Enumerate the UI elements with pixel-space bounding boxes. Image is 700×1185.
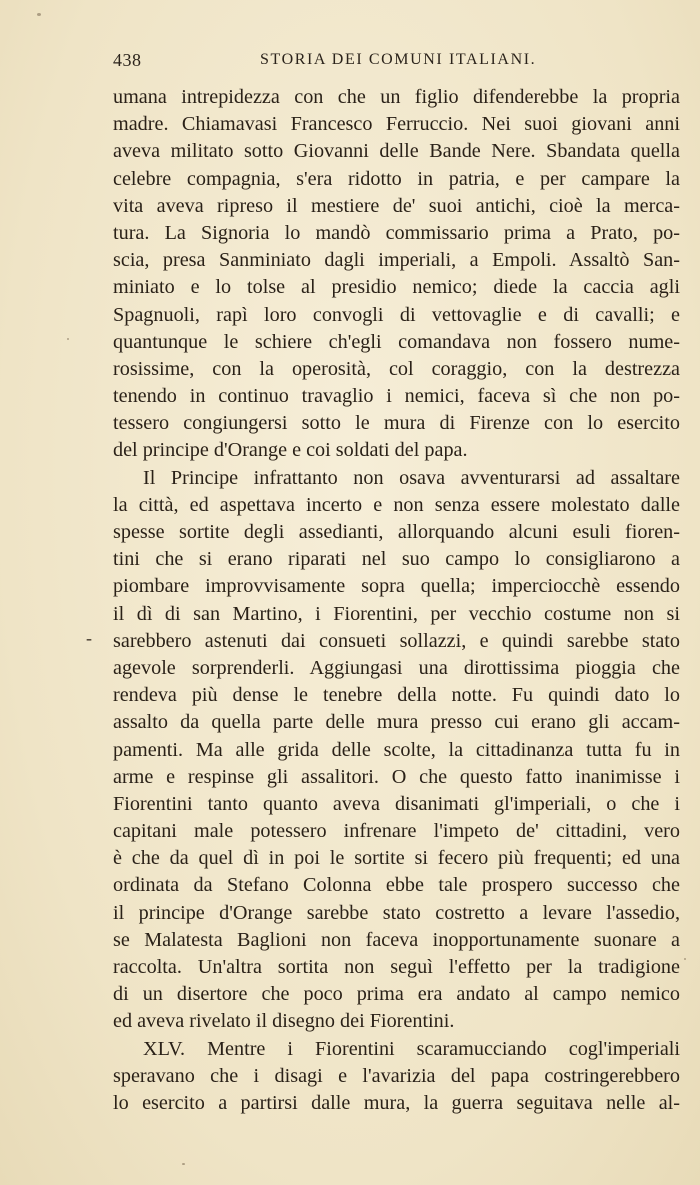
text-line: tessero congiungersi sotto le mura di Firenze con lo esercito	[113, 412, 680, 435]
paper-speck	[684, 958, 686, 960]
running-title: STORIA DEI COMUNI ITALIANI.	[260, 51, 537, 68]
margin-mark: -	[86, 628, 92, 648]
paper-speck	[182, 1163, 185, 1165]
text-line: tini che si erano riparati nel suo campo lo consigliarono a	[113, 548, 680, 571]
text-line: ed aveva rivelato il disegno dei Fiorentini.	[113, 1010, 455, 1033]
paragraph	[113, 1036, 680, 1118]
text-line: capitani male potessero infrenare l'impeto de' cittadini, vero	[113, 820, 680, 843]
text-line: tura. La Signoria lo mandò commissario prima a Prato, po-	[113, 221, 680, 244]
page-header	[113, 50, 680, 76]
text-line: Spagnuoli, rapì loro convogli di vettovaglie e di cavalli; e	[113, 303, 680, 326]
text-line: rosissime, con la operosità, col coraggio, con la destrezza	[113, 357, 680, 380]
text-line: raccolta. Un'altra sortita non seguì l'effetto per la tradigione	[113, 956, 680, 978]
paragraph	[113, 465, 680, 1036]
text-line: quantunque le schiere ch'egli comandava non fossero nume-	[113, 330, 680, 353]
text-line: madre. Chiamavasi Francesco Ferruccio. Nei suoi giovani anni	[113, 113, 680, 136]
text-line: celebre compagnia, s'era ridotto in patria, e per campare la	[113, 167, 680, 190]
text-line: se Malatesta Baglioni non faceva inopportunamente suonare a	[113, 928, 680, 951]
paper-speck	[37, 13, 41, 16]
text-line: di un disertore che poco prima era andato al campo nemico	[113, 983, 680, 1006]
text-line: spesse sortite degli assedianti, allorquando alcuni esuli fioren-	[113, 521, 680, 543]
text-line: pamenti. Ma alle grida delle scolte, la cittadinanza tutta fu in	[113, 738, 680, 761]
paragraph	[113, 84, 680, 465]
text-line: piombare improvvisamente sopra quella; imperciocchè essendo	[113, 575, 680, 598]
text-line: tenendo in continuo travaglio i nemici, faceva sì che non po-	[113, 385, 680, 408]
text-line: scia, presa Sanminiato dagli imperiali, a Empoli. Assaltò San-	[113, 249, 680, 272]
paper-speck	[67, 338, 69, 340]
body-text	[113, 84, 680, 1117]
text-line: miniato e lo tolse al presidio nemico; diede la caccia agli	[113, 276, 680, 299]
text-line: lo esercito a partirsi dalle mura, la guerra seguitava nelle al-	[113, 1091, 680, 1114]
text-line: arme e respinse gli assalitori. O che questo fatto inanimisse i	[113, 765, 680, 788]
text-line: il dì di san Martino, i Fiorentini, per vecchio costume non si	[113, 602, 680, 625]
text-line: assalto da quella parte delle mura presso cui erano gli accam-	[113, 711, 680, 734]
text-line: ordinata da Stefano Colonna ebbe tale prospero successo che	[113, 874, 680, 897]
text-line: Il Principe infrattanto non osava avventurarsi ad assaltare	[143, 466, 680, 489]
text-line: è che da quel dì in poi le sortite si fecero più frequenti; ed una	[113, 847, 680, 870]
text-line: la città, ed aspettava incerto e non senza essere molestato dalle	[113, 493, 680, 516]
text-line: Fiorentini tanto quanto aveva disanimati gl'imperiali, o che i	[113, 792, 680, 815]
text-line: sarebbero astenuti dai consueti sollazzi, e quindi sarebbe stato	[113, 629, 680, 652]
text-line: umana intrepidezza con che un figlio difenderebbe la propria	[113, 86, 680, 108]
text-line: XLV. Mentre i Fiorentini scaramucciando cogl'imperiali	[143, 1037, 680, 1060]
text-line: vita aveva ripreso il mestiere de' suoi antichi, cioè la merca-	[113, 194, 680, 217]
text-line: aveva militato sotto Giovanni delle Bande Nere. Sbandata quella	[113, 140, 680, 163]
text-line: il principe d'Orange sarebbe stato costretto a levare l'assedio,	[113, 901, 680, 924]
text-line: agevole sorprenderli. Aggiungasi una dirottissima pioggia che	[113, 656, 680, 679]
text-line: speravano che i disagi e l'avarizia del papa costringerebbero	[113, 1064, 680, 1087]
text-line: rendeva più dense le tenebre della notte. Fu quindi dato lo	[113, 684, 680, 707]
text-line: del principe d'Orange e coi soldati del papa.	[113, 439, 468, 462]
page-number: 438	[113, 50, 142, 70]
